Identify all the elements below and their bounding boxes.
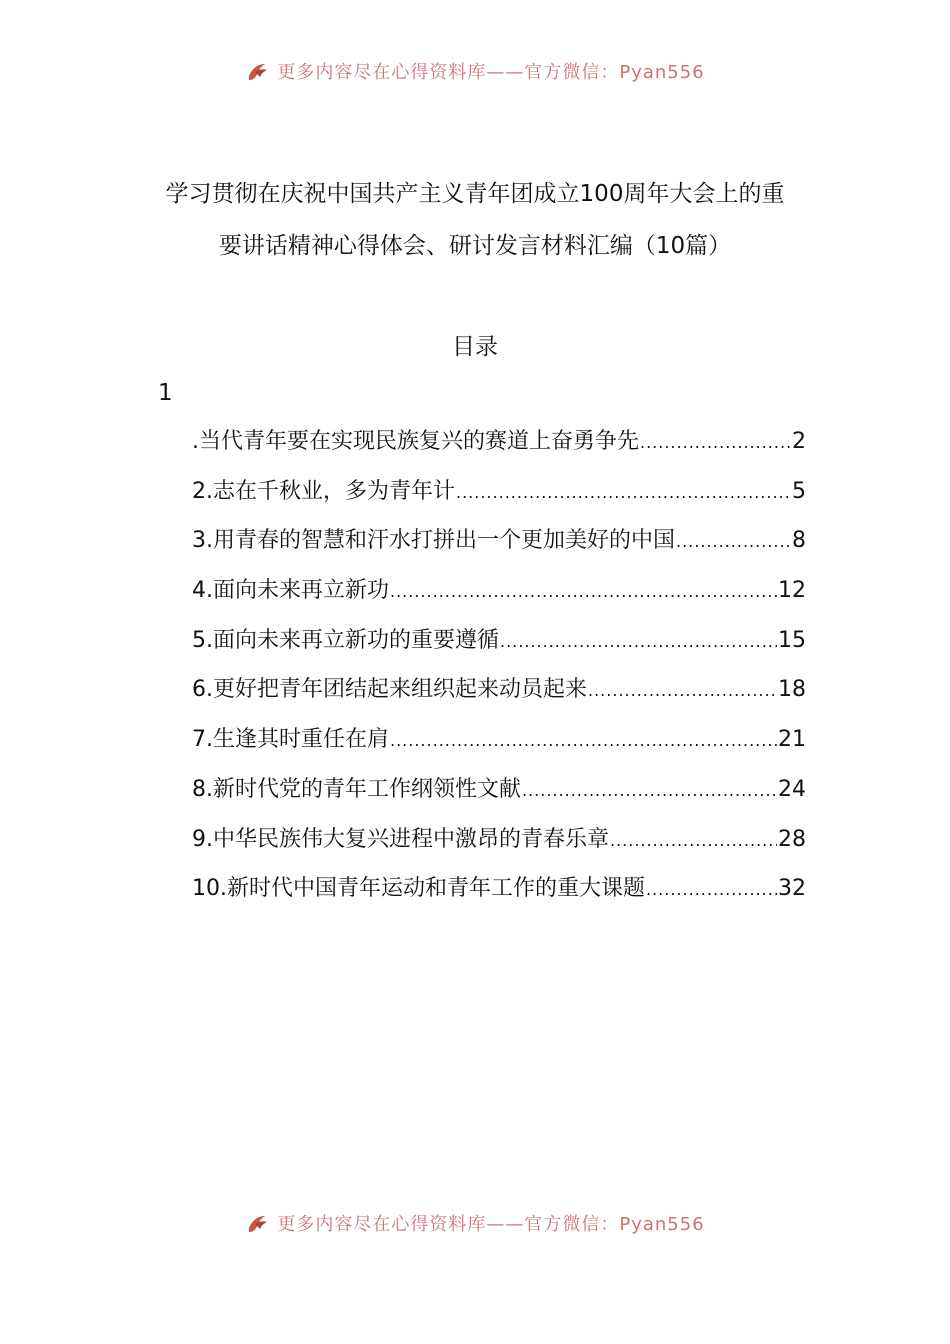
- toc-entry-page: 2: [792, 429, 806, 454]
- toc-leader-dots: [640, 433, 791, 452]
- toc-entry[interactable]: [192, 424, 806, 474]
- toc-entry-title: 9.中华民族伟大复兴进程中激昂的青春乐章: [192, 826, 609, 852]
- toc-entry-title: 8.新时代党的青年工作纲领性文献: [192, 776, 521, 802]
- toc-entry-page: 18: [778, 677, 806, 703]
- toc-entry-page: 5: [792, 478, 806, 504]
- toc-entry-title: 3.用青春的智慧和汗水打拼出一个更加美好的中国: [192, 528, 675, 554]
- toc-entry[interactable]: [192, 474, 806, 524]
- toc-entry-page: 32: [778, 876, 806, 902]
- toc-leader-dots: [646, 880, 777, 899]
- toc-leader-dots: [588, 681, 777, 700]
- toc-leader-dots: [500, 632, 777, 651]
- stray-number: 1: [158, 380, 173, 406]
- watermark-text: 更多内容尽在心得资料库——官方微信：Pyan556: [277, 62, 705, 83]
- toc-heading: 目录: [452, 334, 498, 360]
- toc-entry-title: 5.面向未来再立新功的重要遵循: [192, 627, 499, 653]
- toc-entry-page: 24: [778, 776, 806, 802]
- toc-entry-title: 2.志在千秋业，多为青年计: [192, 478, 455, 504]
- toc-entry[interactable]: [192, 871, 806, 921]
- header-watermark: [0, 56, 950, 86]
- toc-entry[interactable]: [192, 772, 806, 822]
- watermark-logo-icon: [245, 58, 271, 84]
- footer-watermark: [0, 1208, 950, 1238]
- toc-entry-page: 28: [778, 826, 806, 852]
- toc-leader-dots: [456, 483, 791, 502]
- toc-leader-dots: [610, 831, 777, 850]
- toc-leader-dots: [522, 781, 777, 800]
- toc-entry-title: 7.生逢其时重任在肩: [192, 727, 389, 753]
- toc-entry-title: .当代青年要在实现民族复兴的赛道上奋勇争先: [192, 429, 639, 454]
- toc-leader-dots: [676, 532, 791, 551]
- toc-entry-page: 12: [778, 578, 806, 604]
- toc-leader-dots: [390, 731, 777, 750]
- watermark-text: 更多内容尽在心得资料库——官方微信：Pyan556: [277, 1214, 705, 1235]
- toc-entry[interactable]: [192, 822, 806, 872]
- toc-entry-title: 4.面向未来再立新功: [192, 578, 389, 604]
- toc-entry-page: 21: [778, 727, 806, 753]
- title-line-2: 要讲话精神心得体会、研讨发言材料汇编（10篇）: [218, 233, 732, 259]
- toc-entry-title: 6.更好把青年团结起来组织起来动员起来: [192, 677, 587, 703]
- toc-entry[interactable]: [192, 573, 806, 623]
- toc-entry-page: 15: [778, 627, 806, 653]
- toc-entry[interactable]: [192, 523, 806, 573]
- toc-entry[interactable]: [192, 623, 806, 673]
- toc-entry[interactable]: [192, 722, 806, 772]
- title-line-1: 学习贯彻在庆祝中国共产主义青年团成立100周年大会上的重: [165, 181, 785, 207]
- table-of-contents: [192, 424, 806, 921]
- document-title: [140, 168, 810, 272]
- toc-entry-title: 10.新时代中国青年运动和青年工作的重大课题: [192, 876, 645, 902]
- toc-entry[interactable]: [192, 672, 806, 722]
- toc-leader-dots: [390, 582, 777, 601]
- toc-entry-page: 8: [792, 528, 806, 554]
- watermark-logo-icon: [245, 1210, 271, 1236]
